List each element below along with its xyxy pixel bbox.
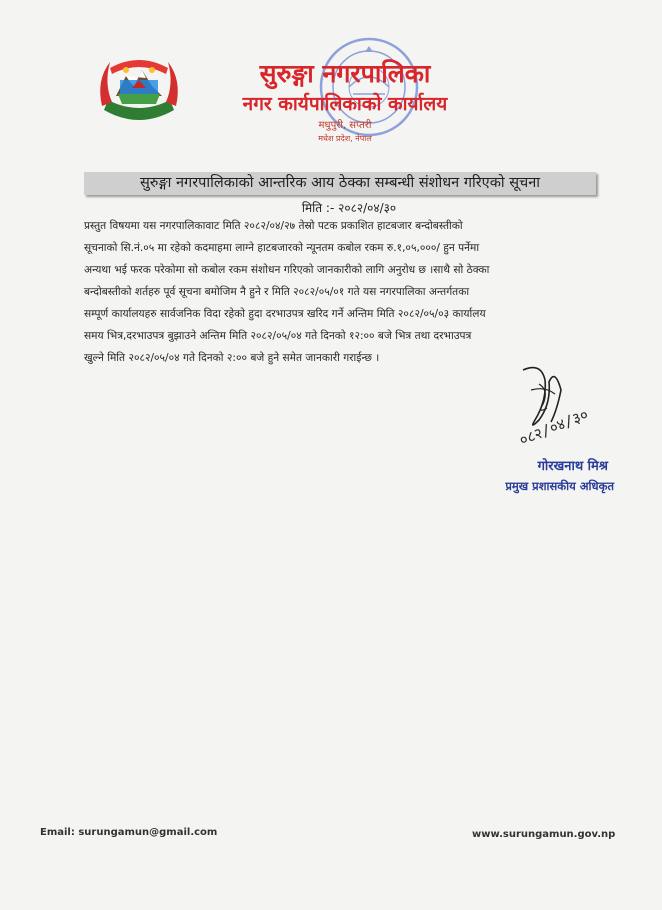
signature-date: ०८२/०४/३० xyxy=(516,405,591,450)
footer-email: Email: surungamun@gmail.com xyxy=(40,827,218,838)
footer-website: www.surungamun.gov.np xyxy=(472,829,616,840)
body-line: खुल्ने मिति २०८२/०५/०४ गते दिनको २:०० बजे हुने समेत जानकारी गराईन्छ । xyxy=(84,352,380,364)
body-line: प्रस्तुत विषयमा यस नगरपालिकावाट मिति २०८२/०४/२७ तेस्रो पटक प्रकाशित हाटबजार बन्दोबस्तीको xyxy=(84,220,463,232)
notice-title: सुरुङ्गा नगरपालिकाको आन्तरिक आय ठेक्का सम्बन्धी संशोधन गरिएको सूचना xyxy=(84,172,596,195)
location-line1: मधुपुरी, सप्तरी xyxy=(318,120,372,131)
signer-title: प्रमुख प्रशासकीय अधिकृत xyxy=(505,479,614,493)
signer-name: गोरखनाथ मिश्र xyxy=(537,459,608,474)
office-name: नगर कार्यपालिकाको कार्यालय xyxy=(242,93,448,115)
body-line: सम्पूर्ण कार्यालयहरु सार्वजनिक विदा रहेको हुदा दरभाउपत्र खरिद गर्ने अन्तिम मिति २०८२/०५/०३ कार्यालय xyxy=(84,308,486,320)
org-name: सुरुङ्गा नगरपालिका xyxy=(259,59,431,88)
body-line: बन्दोबस्तीको शर्तहरु पूर्व सूचना बमोजिम नै हुने र मिति २०८२/०५/०१ गते यस नगरपालिका अन्तर्गतका xyxy=(84,286,470,298)
body-line: अन्यथा भई फरक परेकोमा सो कबोल रकम संशोधन गरिएको जानकारीको लागि अनुरोध छ ।साथै सो ठेक्का xyxy=(84,264,490,276)
nepal-emblem-icon xyxy=(96,50,182,126)
body-line: समय भित्र,दरभाउपत्र बुझाउने अन्तिम मिति २०८२/०५/०४ गते दिनको १२:०० बजे भित्र तथा दरभाउपत्र xyxy=(84,330,472,342)
body-line: सूचनाको सि.नं.०५ मा रहेको कदमाहमा लाग्ने हाटबजारको न्यूनतम कबोल रकम रु.१,०५,०००/ हुन पर्नेमा xyxy=(84,242,480,254)
notice-date: मिति :- २०८२/०४/३० xyxy=(301,201,397,215)
location-line2: मधेश प्रदेश, नेपाल xyxy=(318,134,372,143)
